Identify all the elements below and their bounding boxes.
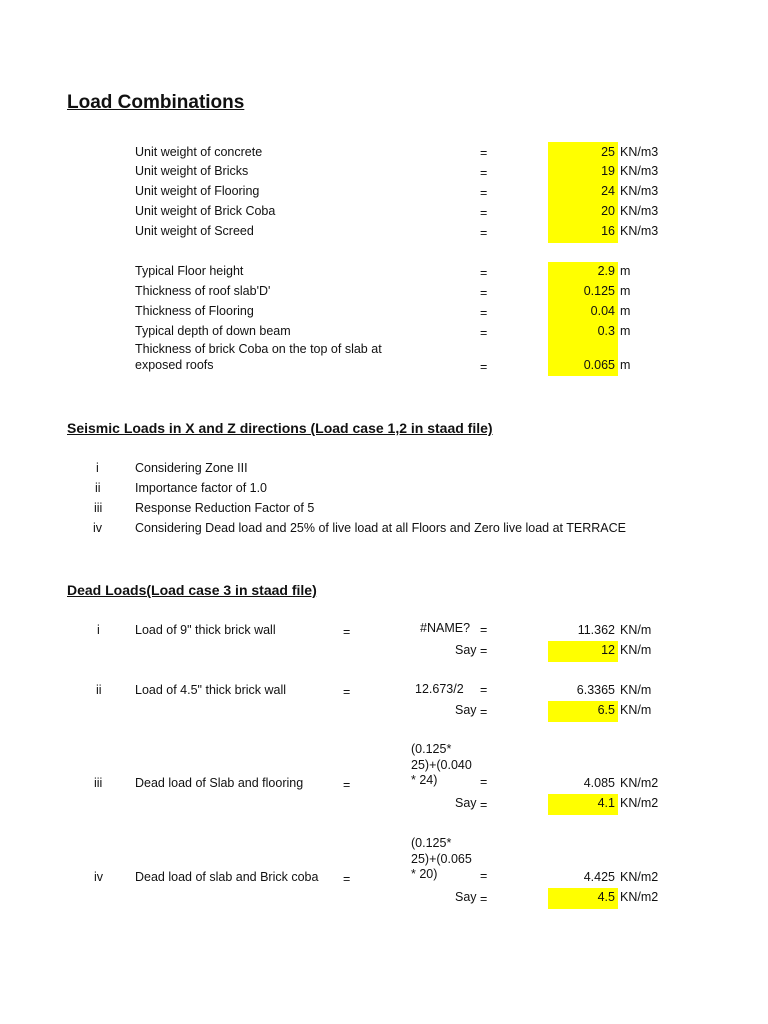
dead-loads-heading: Dead Loads(Load case 3 in staad file) <box>67 582 317 598</box>
equals-sign: = <box>480 869 488 883</box>
formula-line[interactable]: 25)+(0.040 <box>411 758 472 772</box>
equals-sign: = <box>480 266 488 280</box>
say-value[interactable]: 12 <box>601 643 615 657</box>
dimension-value[interactable]: 0.04 <box>590 304 615 318</box>
unit-label: m <box>620 264 631 278</box>
unit-label: m <box>620 284 631 298</box>
equals-sign: = <box>343 872 351 886</box>
dimension-label: Typical Floor height <box>135 264 244 278</box>
seismic-heading: Seismic Loads in X and Z directions (Load case 1,2 in staad file) <box>67 420 493 436</box>
list-item: Response Reduction Factor of 5 <box>135 501 315 515</box>
formula-line[interactable]: (0.125* <box>411 742 452 756</box>
unit-weight-label: Unit weight of Bricks <box>135 164 249 178</box>
unit-weight-value[interactable]: 16 <box>601 224 615 238</box>
formula-line[interactable]: * 20) <box>411 867 438 881</box>
page-title: Load Combinations <box>67 92 245 113</box>
dead-load-label: Dead load of slab and Brick coba <box>135 870 319 884</box>
unit-weight-label: Unit weight of Brick Coba <box>135 204 276 218</box>
list-number: iv <box>94 870 104 884</box>
unit-label: KN/m <box>620 683 652 697</box>
say-label: Say <box>455 703 477 717</box>
unit-weight-label: Unit weight of Screed <box>135 224 254 238</box>
result-value[interactable]: 4.085 <box>583 776 615 790</box>
say-label: Say <box>455 643 477 657</box>
dead-load-label: Dead load of Slab and flooring <box>135 776 304 790</box>
unit-weight-value[interactable]: 25 <box>601 145 615 159</box>
list-number: ii <box>95 481 101 495</box>
dimension-value[interactable]: 0.125 <box>583 284 615 298</box>
equals-sign: = <box>480 775 488 789</box>
dimension-label-line1: Thickness of brick Coba on the top of slab at <box>135 342 382 356</box>
formula-text[interactable]: #NAME? <box>420 621 471 635</box>
unit-label: KN/m2 <box>620 796 659 810</box>
equals-sign: = <box>480 892 488 906</box>
result-value[interactable]: 4.425 <box>583 870 615 884</box>
equals-sign: = <box>480 166 488 180</box>
unit-weight-value[interactable]: 20 <box>601 204 615 218</box>
unit-label: KN/m3 <box>620 184 659 198</box>
list-number: iii <box>94 776 103 790</box>
result-value[interactable]: 11.362 <box>577 623 615 637</box>
list-item: Considering Dead load and 25% of live load at all Floors and Zero live load at TERRACE <box>135 521 627 535</box>
unit-label: m <box>620 324 631 338</box>
dead-load-label: Load of 4.5" thick brick wall <box>135 683 287 697</box>
say-value[interactable]: 4.1 <box>597 796 615 810</box>
list-number: i <box>97 623 100 637</box>
dimension-label-line2: exposed roofs <box>135 358 214 372</box>
unit-weight-value[interactable]: 24 <box>601 184 615 198</box>
unit-label: KN/m2 <box>620 776 659 790</box>
unit-weight-label: Unit weight of concrete <box>135 145 263 159</box>
equals-sign: = <box>343 625 351 639</box>
list-number: ii <box>96 683 102 697</box>
list-item: Importance factor of 1.0 <box>135 481 268 495</box>
unit-label: m <box>620 358 631 372</box>
unit-label: KN/m2 <box>620 870 659 884</box>
equals-sign: = <box>480 326 488 340</box>
equals-sign: = <box>480 286 488 300</box>
equals-sign: = <box>480 186 488 200</box>
equals-sign: = <box>480 623 488 637</box>
equals-sign: = <box>480 683 488 697</box>
unit-label: KN/m2 <box>620 890 659 904</box>
formula-line[interactable]: * 24) <box>411 773 438 787</box>
unit-label: KN/m <box>620 703 652 717</box>
list-number: iii <box>94 501 103 515</box>
equals-sign: = <box>480 146 488 160</box>
say-value[interactable]: 4.5 <box>597 890 615 904</box>
unit-label: KN/m3 <box>620 224 659 238</box>
say-label: Say <box>455 796 477 810</box>
list-number: iv <box>93 521 103 535</box>
equals-sign: = <box>343 685 351 699</box>
list-item: Considering Zone III <box>135 461 248 475</box>
equals-sign: = <box>343 778 351 792</box>
dimension-label: Thickness of roof slab'D' <box>135 284 271 298</box>
unit-weight-value[interactable]: 19 <box>601 164 615 178</box>
dead-load-label: Load of 9" thick brick wall <box>135 623 276 637</box>
unit-weight-label: Unit weight of Flooring <box>135 184 260 198</box>
equals-sign: = <box>480 306 488 320</box>
equals-sign: = <box>480 705 488 719</box>
equals-sign: = <box>480 226 488 240</box>
unit-label: m <box>620 304 631 318</box>
list-number: i <box>96 461 99 475</box>
unit-label: KN/m <box>620 623 652 637</box>
equals-sign: = <box>480 798 488 812</box>
say-label: Say <box>455 890 477 904</box>
unit-label: KN/m <box>620 643 652 657</box>
equals-sign: = <box>480 206 488 220</box>
formula-line[interactable]: 25)+(0.065 <box>411 852 472 866</box>
unit-label: KN/m3 <box>620 145 659 159</box>
formula-text[interactable]: 12.673/2 <box>415 682 464 696</box>
say-value[interactable]: 6.5 <box>597 703 615 717</box>
dimension-value[interactable]: 0.065 <box>583 358 615 372</box>
dimension-value[interactable]: 0.3 <box>597 324 615 338</box>
equals-sign: = <box>480 644 488 658</box>
result-value[interactable]: 6.3365 <box>576 683 615 697</box>
unit-label: KN/m3 <box>620 204 659 218</box>
dimension-label: Thickness of Flooring <box>135 304 254 318</box>
unit-label: KN/m3 <box>620 164 659 178</box>
equals-sign: = <box>480 360 488 374</box>
dimension-value[interactable]: 2.9 <box>597 264 615 278</box>
dimension-label: Typical depth of down beam <box>135 324 291 338</box>
formula-line[interactable]: (0.125* <box>411 836 452 850</box>
